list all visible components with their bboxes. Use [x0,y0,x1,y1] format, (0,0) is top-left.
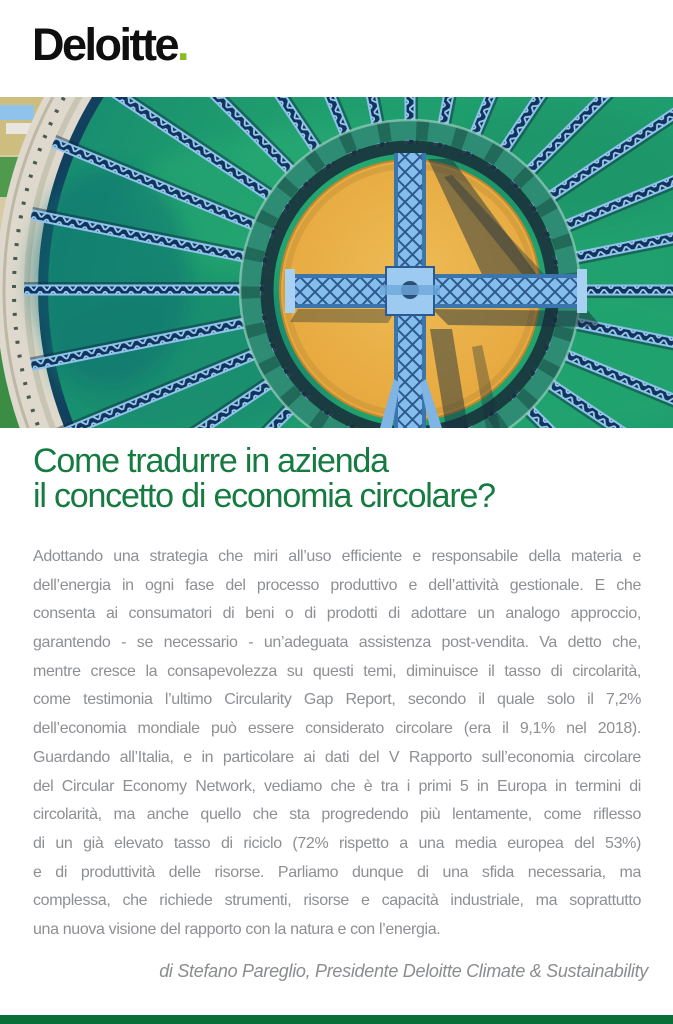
article-text-line: complessa, che richiede strumenti, risorse e capacità industriale, ma soprattutto [33,892,641,910]
article-text-line: e di produttività delle risorse. Parliamo dunque di una sfida necessaria, ma [33,863,641,881]
deloitte-logo [32,20,190,70]
footer-green-bar [0,1015,673,1024]
hero-illustration [0,97,673,428]
author-byline: di Stefano Pareglio, Presidente Deloitte Climate & Sustainability [159,961,648,981]
article-text-line: di un già elevato tasso di riciclo (72% rispetto a una media europea del 53%) [33,834,641,852]
article-text-line: del Circular Economy Network, vediamo che è tra i primi 5 in Europa in termini di [33,777,641,795]
article-text-line: come testimonia l’ultimo Circularity Gap Report, secondo il quale solo il 7,2% [33,691,641,709]
article-text-line: una nuova visione del rapporto con la natura e con l’energia. [33,920,441,938]
deloitte-logo-green-dot: . [177,19,190,70]
article-text-line: dell’energia in ogni fase del processo produttivo e dell’attività gestionale. E che [33,576,641,594]
article-body [33,543,641,945]
deloitte-logo-text: Deloitte [32,19,178,70]
page-title-line-2: il concetto di economia circolare? [33,477,495,515]
circular-water-treatment-plant-aerial-photo [0,97,673,428]
article-text-line: Guardando all’Italia, e in particolare ai dati del V Rapporto sull’economia circolare [33,748,641,766]
article-text-line: dell’economia mondiale può essere considerato circolare (era il 9,1% nel 2018). [33,720,641,738]
article-text-line: consenta ai consumatori di beni o di prodotti di adottare un analogo approccio, [33,605,641,623]
article-text-line: Adottando una strategia che miri all’uso efficiente e responsabile della materia e [33,548,641,565]
article-text-line: garantendo - se necessario - un’adeguata assistenza post-vendita. Va detto che, [33,634,641,652]
article-text-line: circolarità, ma anche quello che sta progredendo più lentamente, come riflesso [33,806,641,824]
article-text-line: mentre cresce la consapevolezza su questi temi, diminuisce il tasso di circolarità, [33,662,641,680]
page-title-line-1: Come tradurre in azienda [33,442,388,480]
page-title [33,444,495,514]
